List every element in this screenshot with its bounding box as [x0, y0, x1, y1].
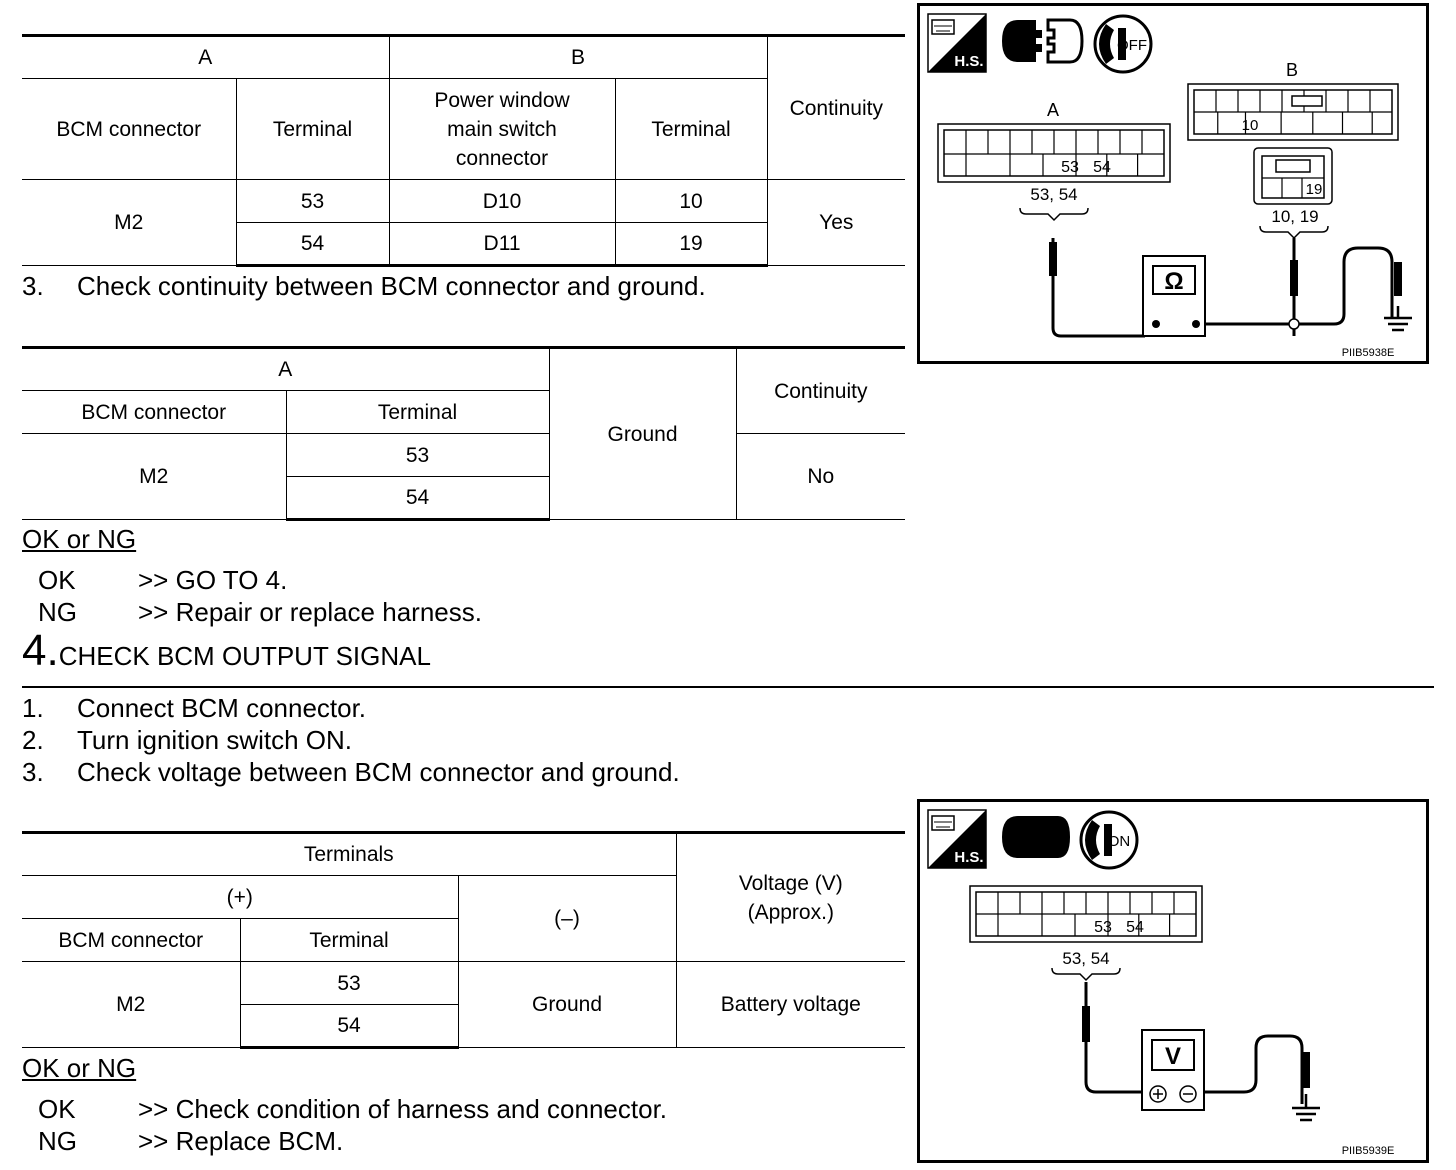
header-terminal: Terminal [240, 919, 458, 962]
ng-result-row [38, 1125, 343, 1157]
pin-label: 53 [1094, 919, 1112, 936]
header-voltage [676, 833, 905, 962]
ng-action: >> Repair or replace harness. [138, 597, 482, 627]
meter-symbol: V [1164, 1043, 1182, 1070]
ok-code: OK [38, 565, 76, 595]
cell-continuity: No [736, 434, 905, 520]
header-bcm-connector: BCM connector [22, 79, 236, 180]
voltage-diagram [917, 799, 1429, 1163]
ohmmeter [1143, 256, 1205, 336]
probe-a-brace [1020, 208, 1088, 220]
header-b: B [389, 36, 767, 79]
meter-symbol: Ω [1164, 268, 1184, 295]
header-continuity: Continuity [767, 36, 905, 180]
figure-id: PIIB5939E [1341, 1145, 1395, 1157]
step-text: Turn ignition switch ON. [77, 725, 353, 755]
connector-b-label: B [1285, 60, 1299, 80]
continuity-table-ground [22, 346, 905, 521]
ground-probe-tip [1394, 262, 1402, 296]
header-a: A [22, 348, 549, 391]
step-number: 3. [22, 271, 44, 301]
section-title: CHECK BCM OUTPUT SIGNAL [58, 641, 431, 671]
ground-symbol [1384, 306, 1412, 330]
section4-step [22, 724, 352, 756]
step-text: Check voltage between BCM connector and ground. [77, 757, 680, 787]
hs-label: H.S. [954, 849, 984, 866]
ignition-key-off-icon [1095, 16, 1151, 72]
voltage-table [22, 831, 905, 1049]
cell-connector: M2 [22, 434, 286, 520]
probe-a-wire [1053, 238, 1145, 336]
ok-result-row [38, 1093, 667, 1125]
bcm-connector [970, 886, 1202, 942]
section4-step [22, 692, 366, 724]
negative-probe-wire [1188, 1036, 1302, 1104]
ok-code: OK [38, 1094, 76, 1124]
ng-action: >> Replace BCM. [138, 1126, 344, 1156]
header-pw-connector: Power window main switch connector [389, 79, 615, 180]
pin-label: 19 [1305, 181, 1323, 198]
harness-side-icon [928, 14, 986, 72]
step-text: Connect BCM connector. [77, 693, 367, 723]
header-continuity: Continuity [736, 348, 905, 434]
probe-label: 53, 54 [1062, 949, 1110, 968]
connected-connector-icon [1002, 816, 1070, 858]
ok-result-row [38, 564, 287, 596]
step-text: Check continuity between BCM connector and ground. [77, 271, 706, 301]
pin-label: 10 [1241, 117, 1259, 134]
ground-symbol [1292, 1094, 1320, 1120]
probe-brace [1052, 968, 1120, 980]
probe-a-tip [1049, 242, 1057, 276]
cell-ground: Ground [549, 348, 736, 520]
header-terminals: Terminals [22, 833, 676, 876]
cell-continuity: Yes [767, 180, 905, 266]
ok-action: >> Check condition of harness and connector. [138, 1094, 668, 1124]
section4-step [22, 756, 680, 788]
section-heading [22, 628, 431, 674]
junction-dot [1289, 319, 1299, 329]
connector-a [938, 124, 1170, 182]
connector-a-label: A [1046, 100, 1060, 120]
ignition-key-on-icon [1081, 812, 1137, 868]
cell-terminal: 54 [286, 477, 549, 520]
probe-b-tip [1290, 260, 1298, 296]
cell-terminal-a: 53 [236, 180, 389, 223]
ng-code: NG [38, 597, 77, 627]
ok-ng-heading: OK or NG [22, 524, 137, 554]
positive-probe-tip [1082, 1006, 1090, 1042]
pin-label: 53 [1061, 159, 1079, 176]
step-number: 1. [22, 693, 44, 723]
key-label: OFF [1117, 37, 1147, 54]
step-number: 3. [22, 757, 44, 787]
cell-connector-b: D10 [389, 180, 615, 223]
connector-b [1188, 84, 1398, 140]
cell-terminal: 53 [286, 434, 549, 477]
header-terminal-a: Terminal [236, 79, 389, 180]
small-connector [1254, 148, 1332, 204]
hs-label: H.S. [954, 53, 984, 70]
cell-terminal: 53 [240, 962, 458, 1005]
header-bcm-connector: BCM connector [22, 919, 240, 962]
ground-probe-tip [1302, 1052, 1310, 1088]
probe-b-label: 10, 19 [1271, 207, 1319, 226]
disconnected-connector-icon [1002, 20, 1082, 62]
ng-result-row [38, 596, 482, 628]
ng-code: NG [38, 1126, 77, 1156]
header-terminal: Terminal [286, 391, 549, 434]
header-minus: (–) [458, 876, 676, 962]
header-bcm-connector: BCM connector [22, 391, 286, 434]
continuity-diagram [917, 3, 1429, 364]
header-terminal-b: Terminal [615, 79, 767, 180]
section-rule [22, 686, 1434, 688]
step-3-ground-check [22, 270, 706, 302]
cell-ground: Ground [458, 962, 676, 1048]
cell-connector: M2 [22, 180, 236, 266]
pin-label: 54 [1126, 919, 1144, 936]
step-number: 2. [22, 725, 44, 755]
cell-terminal-b: 10 [615, 180, 767, 223]
continuity-table-a-b [22, 34, 905, 267]
header-voltage-approx: (Approx.) [747, 900, 834, 924]
harness-side-icon [928, 810, 986, 868]
pin-label: 54 [1093, 159, 1111, 176]
cell-connector: M2 [22, 962, 240, 1048]
ok-action: >> GO TO 4. [138, 565, 288, 595]
cell-connector-b: D11 [389, 223, 615, 266]
voltmeter [1142, 1030, 1204, 1110]
cell-terminal-b: 19 [615, 223, 767, 266]
probe-b-brace [1260, 226, 1328, 238]
header-voltage-label: Voltage (V) [738, 871, 843, 895]
cell-terminal: 54 [240, 1005, 458, 1048]
key-label: ON [1107, 833, 1131, 850]
section-number: 4. [22, 626, 59, 675]
header-plus: (+) [22, 876, 458, 919]
ok-ng-heading: OK or NG [22, 1053, 137, 1083]
header-a: A [22, 36, 389, 79]
cell-voltage: Battery voltage [676, 962, 905, 1048]
figure-id: PIIB5938E [1341, 347, 1395, 359]
cell-terminal-a: 54 [236, 223, 389, 266]
probe-a-label: 53, 54 [1030, 185, 1078, 204]
